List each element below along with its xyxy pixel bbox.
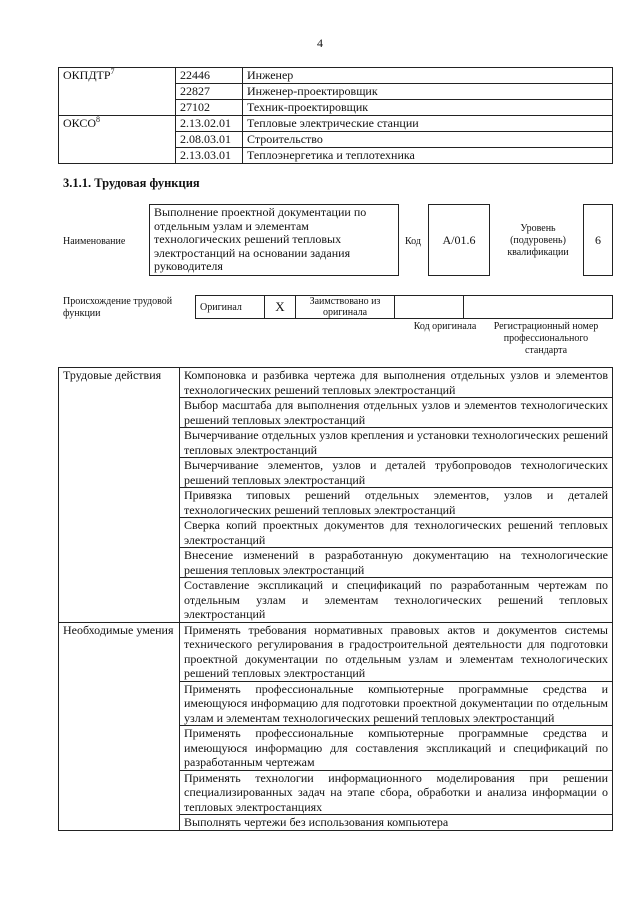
section-item: Применять технологии информационного моделирования при решении специализированных задач на этапе сбора, обработки и анализа информации о тепловых электростанциях bbox=[180, 770, 613, 815]
section-item: Сверка копий проектных документов для технологических решений тепловых электростанций bbox=[180, 518, 613, 548]
borrowed-label: Заимствовано из оригинала bbox=[296, 296, 395, 319]
orig-code-cell bbox=[395, 296, 464, 319]
origin-label: Происхождение трудовой функции bbox=[63, 296, 173, 319]
section-item: Вычерчивание элементов, узлов и деталей трубопроводов технологических решений тепловых электростанций bbox=[180, 458, 613, 488]
code-label: Код bbox=[405, 236, 421, 247]
classifier-title: Строительство bbox=[243, 132, 613, 148]
classifier-code: 27102 bbox=[176, 100, 243, 116]
reg-number-caption: Регистрационный номер профессионального стандарта bbox=[493, 321, 599, 356]
function-name-box: Выполнение проектной документации по отдельным узлам и элементам технологических решений тепловых электростанций на основании задания руководителя bbox=[149, 204, 399, 276]
classifier-title: Инженер bbox=[243, 68, 613, 84]
classifier-title: Техник-проектировщик bbox=[243, 100, 613, 116]
classifier-code: 22827 bbox=[176, 84, 243, 100]
section-item: Выбор масштаба для выполнения отдельных узлов и элементов технологических решений тепловых электростанций bbox=[180, 398, 613, 428]
function-details-table bbox=[58, 367, 613, 831]
classifier-code: 2.13.03.01 bbox=[176, 148, 243, 164]
detail-row bbox=[59, 622, 613, 681]
page-number: 4 bbox=[317, 36, 323, 50]
section-item: Составление экспликаций и спецификаций по разработанным чертежам по отдельным узлам и элементам технологических решений тепловых электростанций bbox=[180, 578, 613, 623]
section-item: Компоновка и разбивка чертежа для выполнения отдельных узлов и элементов технологических решений тепловых электростанций bbox=[180, 368, 613, 398]
footnote-mark: 7 bbox=[110, 67, 115, 76]
origin-table bbox=[195, 295, 613, 319]
reg-number-cell bbox=[464, 296, 613, 319]
function-code-box: A/01.6 bbox=[428, 204, 490, 276]
classifier-name: ОКПДТР$^7$ bbox=[59, 68, 176, 116]
detail-row bbox=[59, 368, 613, 398]
original-mark: X bbox=[265, 296, 296, 319]
level-label: Уровень (подуровень) квалификации bbox=[507, 223, 569, 258]
section-item: Внесение изменений в разработанную документацию на технологические решения тепловых электростанций bbox=[180, 548, 613, 578]
section-item: Выполнять чертежи без использования компьютера bbox=[180, 815, 613, 831]
section-item: Вычерчивание отдельных узлов крепления и установки технологических решений тепловых электростанций bbox=[180, 428, 613, 458]
classifier-title: Инженер-проектировщик bbox=[243, 84, 613, 100]
classifier-title: Тепловые электрические станции bbox=[243, 116, 613, 132]
section-title: 3.1.1. Трудовая функция bbox=[63, 176, 200, 190]
orig-code-caption: Код оригинала bbox=[413, 321, 477, 332]
classifier-code: 2.08.03.01 bbox=[176, 132, 243, 148]
name-label: Наименование bbox=[63, 236, 126, 247]
level-box: 6 bbox=[583, 204, 613, 276]
section-label: Необходимые умения bbox=[59, 622, 180, 830]
classifier-code: 2.13.02.01 bbox=[176, 116, 243, 132]
classifier-row bbox=[59, 116, 613, 132]
section-item: Привязка типовых решений отдельных элементов, узлов и деталей технологических решений тепловых электростанций bbox=[180, 488, 613, 518]
classifier-name: ОКСО$^8$ bbox=[59, 116, 176, 164]
footnote-mark: 8 bbox=[96, 115, 101, 124]
section-item: Применять профессиональные компьютерные программные средства и имеющуюся информацию для составления экспликаций и спецификаций по разработанным чертежам bbox=[180, 726, 613, 771]
classifier-code: 22446 bbox=[176, 68, 243, 84]
section-item: Применять профессиональные компьютерные программные средства и имеющуюся информацию для подготовки проектной документации по отдельным узлам и элементам технологических решений тепловых электростанций bbox=[180, 681, 613, 726]
classifier-row bbox=[59, 68, 613, 84]
section-item: Применять требования нормативных правовых актов и документов системы технического регулирования в градостроительной деятельности для подготовки проектной документации по отдельным узлам и элементам технологических решений тепловых электростанций bbox=[180, 622, 613, 681]
classifier-table bbox=[58, 67, 613, 164]
original-label: Оригинал bbox=[196, 296, 265, 319]
section-label: Трудовые действия bbox=[59, 368, 180, 623]
classifier-title: Теплоэнергетика и теплотехника bbox=[243, 148, 613, 164]
